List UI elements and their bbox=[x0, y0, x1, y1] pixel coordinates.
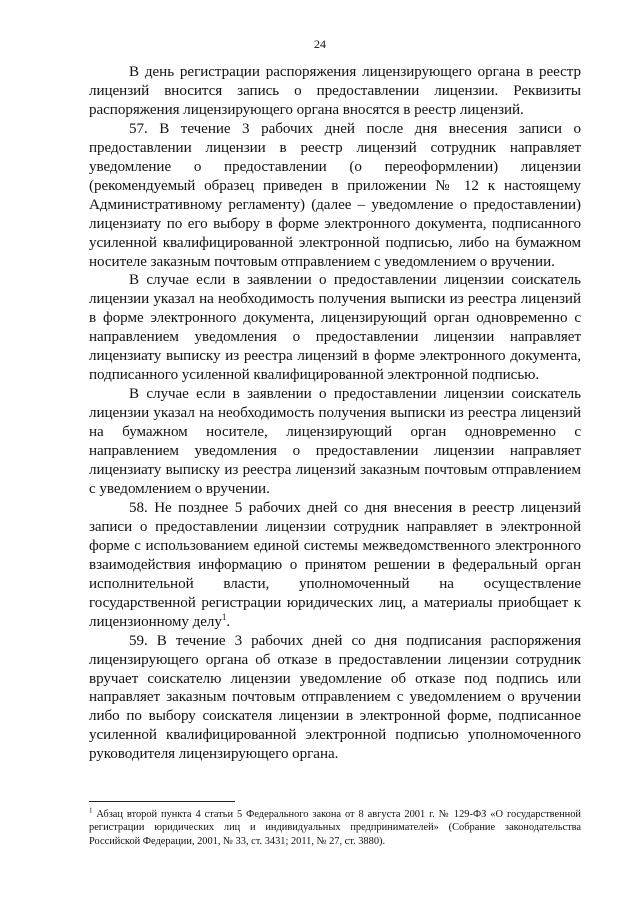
paragraph-text: 58. Не позднее 5 рабочих дней со дня внесения в реестр лицензий записи о предоставлении лицензии сотрудник направляет в электронной форме с использованием единой системы межведомственного электронного взаимодействия информацию о принятом решении в федеральный орган исполнительной власти, уполномоченный на осуществление государственной регистрации юридических лиц, а материалы приобщает к лицензионному делу bbox=[89, 499, 581, 630]
footnote-divider bbox=[89, 801, 235, 802]
footnote-mark: 1 bbox=[89, 806, 93, 815]
footnote-reference: 1 bbox=[221, 611, 227, 622]
page-number: 24 bbox=[314, 37, 326, 51]
paragraph-electronic-extract bbox=[89, 271, 581, 385]
paragraph-paper-extract bbox=[89, 385, 581, 499]
paragraph-text: В случае если в заявлении о предоставлении лицензии соискатель лицензии указал на необходимость получения выписки из реестра лицензий на бумажном носителе, лицензирующий орган одновременно с направлением уведомления о предоставлении лицензии направляет лицензиату выписку из реестра лицензий заказным почтовым отправлением с уведомлением о вручении. bbox=[89, 386, 581, 497]
paragraph-registration-day bbox=[89, 63, 581, 120]
footnote-text: Абзац второй пункта 4 статьи 5 Федерального закона от 8 августа 2001 г. № 129-ФЗ «О государственной регистрации юридических лиц и индивидуальных предпринимателей» (Собрание законодательства Российской Федерации, 2001, № 33, ст. 3431; 2011, № 27, ст. 3880). bbox=[89, 809, 581, 847]
paragraph-58 bbox=[89, 499, 581, 632]
footnote bbox=[89, 808, 581, 848]
paragraph-text-end: . bbox=[226, 613, 231, 630]
paragraph-text: В день регистрации распоряжения лицензирующего органа в реестр лицензий вносится запись о предоставлении лицензии. Реквизиты распоряжения лицензирующего органа вносятся в реестр лицензий. bbox=[89, 64, 581, 118]
paragraph-59 bbox=[89, 632, 581, 765]
paragraph-57 bbox=[89, 120, 581, 272]
paragraph-text: 59. В течение 3 рабочих дней со дня подписания распоряжения лицензирующего органа об отказе в предоставлении лицензии сотрудник вручает соискателю лицензии уведомление об отказе под подпись или направляет заказным почтовым отправлением с уведомлением о вручении либо по выбору соискателя лицензии в электронной форме, подписанное усиленной квалифицированной электронной подписью уполномоченного руководителя лицензирующего органа. bbox=[89, 632, 581, 763]
paragraph-text: В случае если в заявлении о предоставлении лицензии соискатель лицензии указал на необходимость получения выписки из реестра лицензий в форме электронного документа, лицензирующий орган одновременно с направлением уведомления о предоставлении лицензии направляет лицензиату выписку из реестра лицензий в форме электронного документа, подписанного усиленной квалифицированной электронной подписью. bbox=[89, 272, 581, 384]
paragraph-text: 57. В течение 3 рабочих дней после дня внесения записи о предоставлении лицензии в реестр лицензий сотрудник направляет уведомление о предоставлении (о переоформлении) лицензии (рекомендуемый образец приведен в приложении № 12 к настоящему Административному регламенту) (далее – уведомление о предоставлении) лицензиату по его выбору в форме электронного документа, подписанного усиленной квалифицированной электронной подписью, либо на бумажном носителе заказным почтовым отправлением с уведомлением о вручении. bbox=[89, 120, 581, 270]
document-body bbox=[89, 63, 581, 764]
